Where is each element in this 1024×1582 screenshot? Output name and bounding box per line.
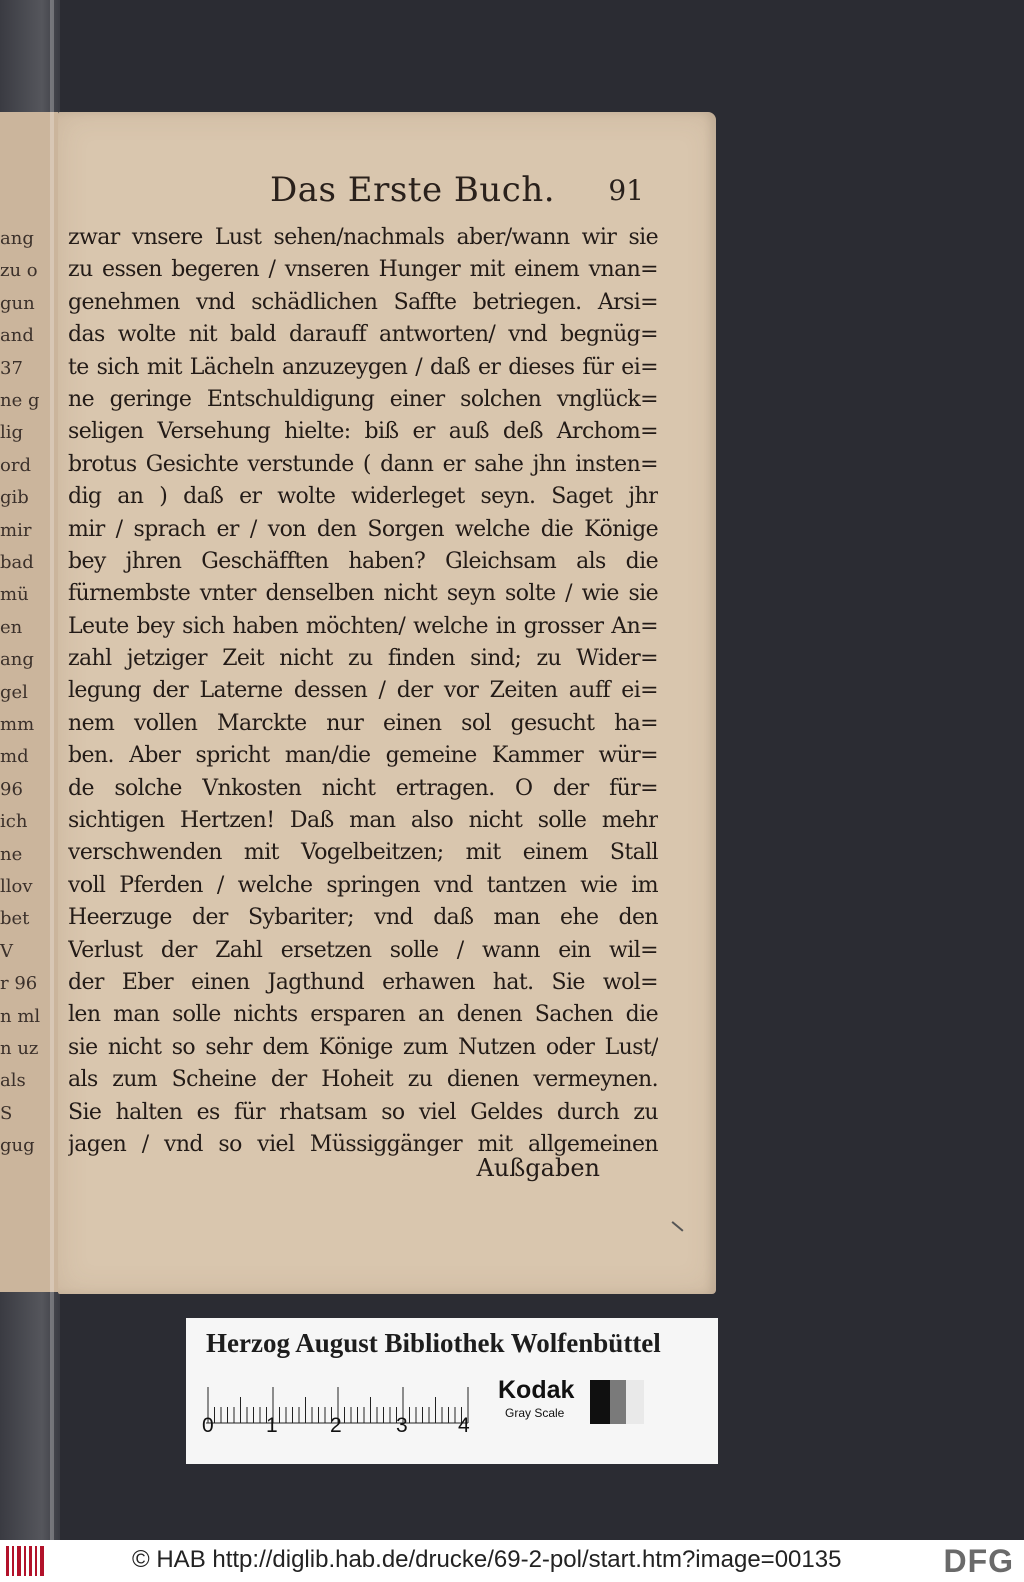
- previous-page-fragment: gib: [0, 487, 29, 509]
- text-line: ne geringe Entschuldigung einer solchen vnglück=: [68, 386, 658, 412]
- text-line: seligen Versehung hielte: biß er auß deß Archom=: [68, 419, 658, 445]
- previous-page-fragment: ang: [0, 228, 34, 249]
- previous-page-fragment: en: [0, 616, 23, 638]
- text-line: genehmen vnd schädlichen Saffte betriegen. Arsi=: [68, 289, 658, 315]
- gray-scale-label: Gray Scale: [505, 1406, 565, 1420]
- text-line: voll Pferden / welche springen vnd tantzen wie im: [68, 872, 658, 898]
- previous-page-fragment: 37: [0, 357, 23, 379]
- previous-page-fragment: lig: [0, 422, 24, 444]
- text-line: brotus Gesichte verstunde ( dann er sahe jhn insten=: [68, 451, 658, 477]
- text-line: dig an ) daß er wolte widerleget seyn. Saget jhr: [68, 484, 658, 510]
- ruler-number: 3: [396, 1414, 408, 1437]
- previous-page-fragment: mir: [0, 519, 32, 541]
- text-line: jagen / vnd so viel Müssiggänger mit allgemeinen: [68, 1131, 658, 1157]
- previous-page-fragment: ang: [0, 649, 34, 671]
- text-line: das wolte nit bald darauff antworten/ vnd begnüg=: [68, 322, 658, 348]
- previous-page-fragment: r 96: [0, 973, 38, 995]
- text-line: de solche Vnkosten nicht ertragen. O der für=: [68, 775, 658, 801]
- previous-page-fragment: n ml: [0, 1005, 41, 1027]
- text-line: Leute bey sich haben möchten/ welche in grosser An=: [68, 613, 658, 639]
- copyright-url: © HAB http://diglib.hab.de/drucke/69-2-pol/start.htm?image=00135: [132, 1546, 842, 1573]
- book-page: [58, 112, 716, 1294]
- ruler-number: 4: [458, 1414, 470, 1437]
- previous-page-fragment: 96: [0, 778, 23, 800]
- previous-page-fragment: S: [0, 1102, 13, 1124]
- text-line: te sich mit Lächeln anzuzeygen / daß er dieses für ei=: [68, 354, 658, 380]
- catchword: Außgaben: [476, 1154, 600, 1182]
- previous-page-fragment: ne: [0, 843, 23, 865]
- text-line: verschwenden mit Vogelbeitzen; mit einem Stall: [68, 840, 658, 866]
- library-name: Herzog August Bibliothek Wolfenbüttel: [206, 1328, 661, 1358]
- page-number: 91: [608, 174, 644, 207]
- swatch-black: [590, 1380, 610, 1424]
- page-header: [208, 170, 668, 216]
- text-line: der Eber einen Jagthund erhawen hat. Sie wol=: [68, 969, 658, 995]
- color-calibration-card: [186, 1318, 718, 1464]
- text-line: sie nicht so sehr dem Könige zum Nutzen oder Lust/: [68, 1034, 658, 1060]
- previous-page-fragment: md: [0, 746, 29, 768]
- body-text: [68, 222, 658, 1161]
- text-line: mir / sprach er / von den Sorgen welche die Könige: [68, 516, 658, 542]
- previous-page-fragment: gug: [0, 1135, 35, 1157]
- text-line: zwar vnsere Lust sehen/nachmals aber/wann wir sie: [68, 225, 658, 250]
- glass-plate-edge: [50, 0, 54, 1540]
- text-line: Sie halten es für rhatsam so viel Geldes durch zu: [68, 1099, 658, 1125]
- dfg-logo: DFG: [943, 1543, 1014, 1579]
- previous-page-fragment: ne g: [0, 390, 40, 411]
- previous-page-fragment: als: [0, 1070, 26, 1092]
- gray-swatches: [590, 1380, 644, 1424]
- previous-page-fragment: gel: [0, 681, 28, 703]
- kodak-logo: Kodak: [498, 1376, 575, 1404]
- text-line: bey jhren Geschäfften haben? Gleichsam als die: [68, 548, 658, 574]
- text-line: sichtigen Hertzen! Daß man also nicht solle mehr: [68, 808, 658, 834]
- running-head: Das Erste Buch.: [270, 170, 556, 210]
- swatch-white: [626, 1380, 644, 1424]
- text-line: ben. Aber spricht man/die gemeine Kammer wür=: [68, 743, 658, 769]
- previous-page-fragment: ich: [0, 811, 28, 833]
- previous-page-fragment: zu o: [0, 260, 38, 282]
- text-line: fürnembste vnter denselben nicht seyn solte / wie sie: [68, 581, 658, 607]
- swatch-gray: [610, 1380, 626, 1424]
- text-line: Verlust der Zahl ersetzen solle / wann ein wil=: [68, 937, 658, 963]
- text-line: len man solle nichts ersparen an denen Sachen die: [68, 1002, 658, 1028]
- previous-page-fragment: and: [0, 325, 34, 347]
- text-line: nem vollen Marckte nur einen sol gesucht ha=: [68, 710, 658, 736]
- previous-page-fragment: bad: [0, 552, 34, 573]
- previous-page-fragment: gun: [0, 292, 35, 314]
- previous-page-fragment: V: [0, 940, 13, 962]
- previous-page-fragment: ord: [0, 454, 31, 476]
- text-line: zahl jetziger Zeit nicht zu finden sind; zu Wider=: [68, 646, 658, 672]
- text-line: zu essen begeren / vnseren Hunger mit einem vnan=: [68, 257, 658, 283]
- pencil-mark: [671, 1210, 692, 1231]
- previous-page-fragment: bet: [0, 908, 30, 930]
- ruler-number: 2: [330, 1414, 342, 1437]
- previous-page-fragment: n uz: [0, 1038, 39, 1059]
- ruler-number: 0: [202, 1414, 214, 1437]
- previous-page-fragment: mü: [0, 584, 29, 606]
- footer-bar: [0, 1540, 1024, 1582]
- text-line: Heerzuge der Sybariter; vnd daß man ehe den: [68, 905, 658, 931]
- hab-barcode-icon: [6, 1546, 46, 1576]
- ruler-number: 1: [266, 1414, 278, 1437]
- text-line: als zum Scheine der Hoheit zu dienen vermeynen.: [68, 1067, 658, 1093]
- previous-page-fragment: llov: [0, 876, 33, 897]
- previous-page-fragment: mm: [0, 714, 35, 735]
- text-line: legung der Laterne dessen / der vor Zeiten auff ei=: [68, 678, 658, 704]
